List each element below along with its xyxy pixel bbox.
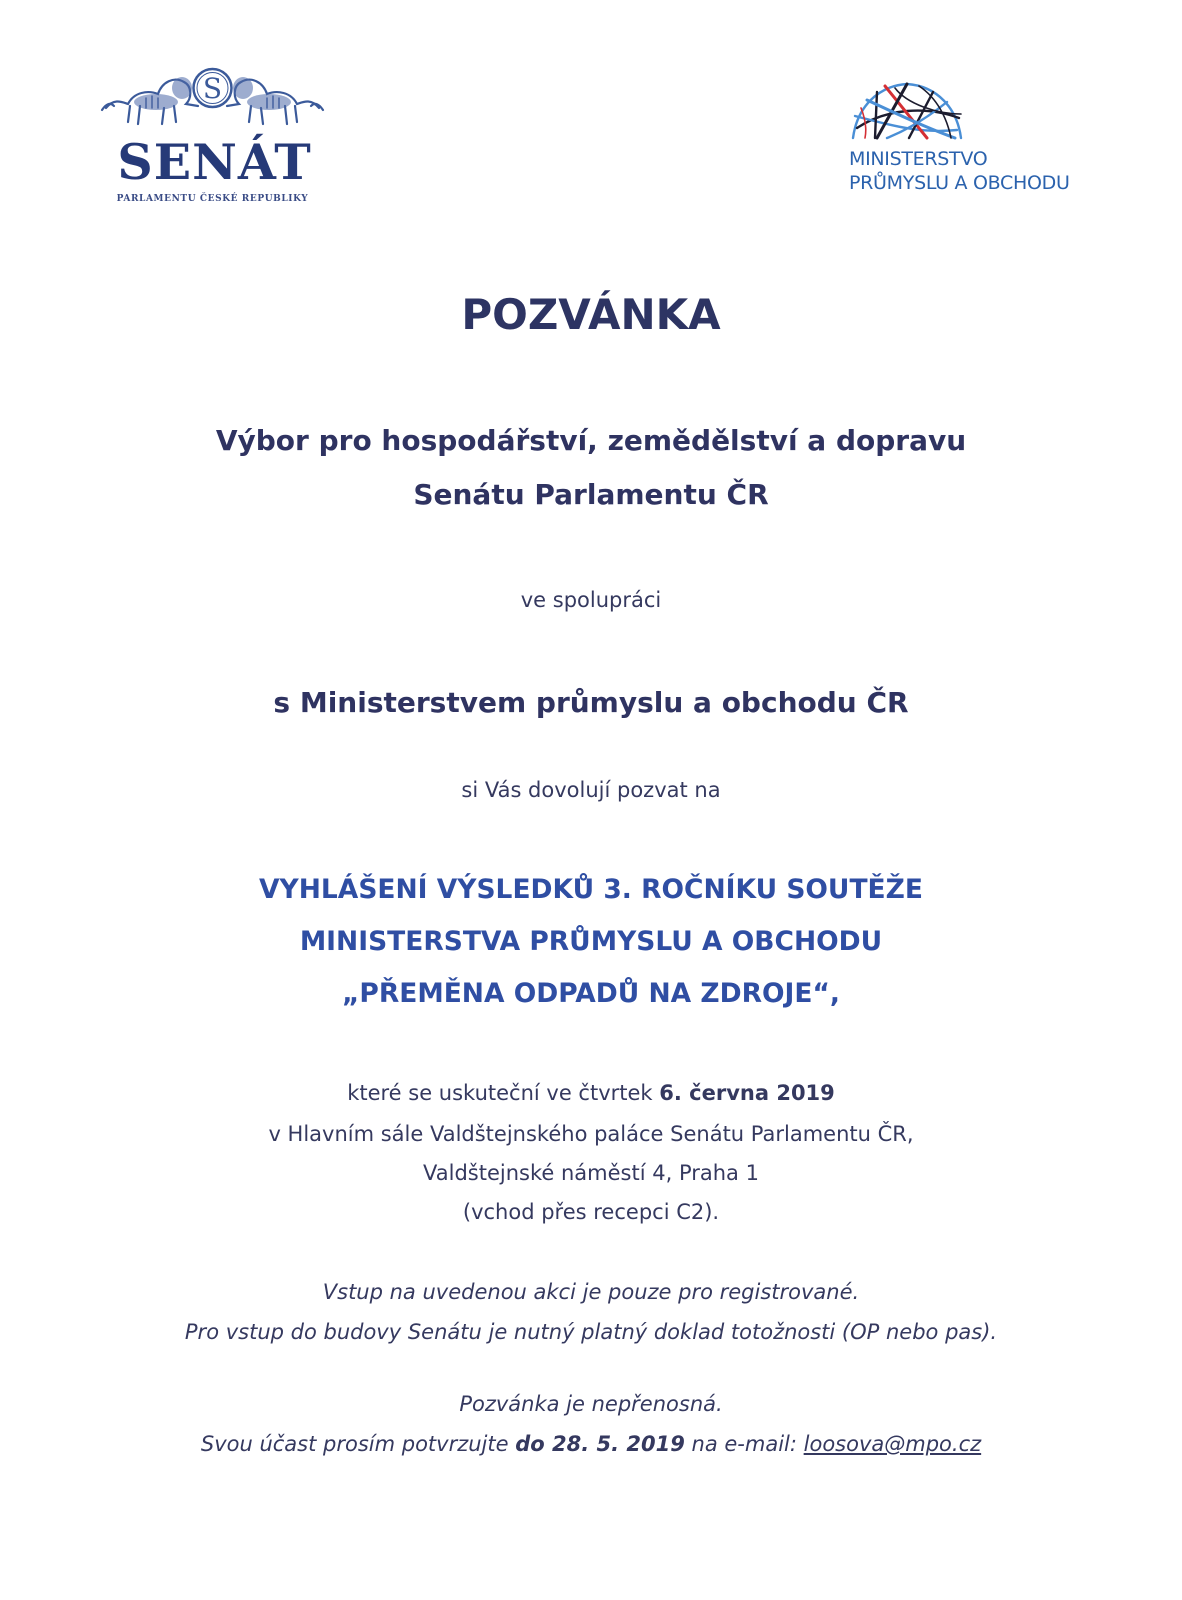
committee-line2: Senátu Parlamentu ČR: [413, 478, 769, 511]
mpo-name-line2: PRŮMYSLU A OBCHODU: [849, 172, 1070, 194]
event-date-prefix: které se uskuteční ve čtvrtek: [347, 1081, 660, 1105]
event-venue: v Hlavním sále Valdštejnského paláce Senátu Parlamentu ČR,: [268, 1122, 914, 1146]
event-address: Valdštejnské náměstí 4, Praha 1: [423, 1161, 759, 1185]
rsvp-prefix: Svou účast prosím potvrzujte: [200, 1432, 516, 1456]
note-non-transferable: Pozvánka je nepřenosná.: [459, 1392, 723, 1416]
senat-logo: [100, 58, 325, 213]
event-date: 6. června 2019: [659, 1081, 835, 1105]
mpo-globe-icon: [847, 78, 965, 140]
note-id-required: Pro vstup do budovy Senátu je nutný platný doklad totožnosti (OP nebo pas).: [184, 1320, 998, 1344]
invite-text: si Vás dovolují pozvat na: [461, 778, 721, 802]
rsvp-deadline: do 28. 5. 2019: [515, 1432, 685, 1456]
senat-wordmark: SENÁT: [117, 133, 312, 191]
rsvp-middle: na e-mail:: [684, 1432, 804, 1456]
invitation-title: POZVÁNKA: [461, 290, 721, 339]
mpo-logo: [845, 78, 1105, 198]
cooperation-text: ve spolupráci: [520, 588, 662, 612]
note-registered-only: Vstup na uvedenou akci je pouze pro registrované.: [322, 1280, 860, 1304]
senat-emblem-letter: S: [202, 72, 223, 105]
senat-lions-emblem-icon: [100, 58, 325, 130]
partner-line: s Ministerstvem průmyslu a obchodu ČR: [273, 686, 909, 719]
rsvp-line: [0, 1432, 1182, 1456]
mpo-name-line1: MINISTERSTVO: [849, 148, 988, 170]
event-date-line: [0, 1081, 1182, 1105]
event-entrance: (vchod přes recepci C2).: [462, 1200, 720, 1224]
event-title-line1: VYHLÁŠENÍ VÝSLEDKŮ 3. ROČNÍKU SOUTĚŽE: [259, 874, 923, 905]
senat-subtitle: PARLAMENTU ČESKÉ REPUBLIKY: [116, 194, 309, 204]
committee-line1: Výbor pro hospodářství, zemědělství a dopravu: [215, 424, 967, 457]
event-title-line2: MINISTERSTVA PRŮMYSLU A OBCHODU: [299, 926, 883, 957]
event-title-line3: „PŘEMĚNA ODPADŮ NA ZDROJE“,: [341, 978, 840, 1009]
rsvp-email-link[interactable]: loosova@mpo.cz: [803, 1432, 982, 1456]
